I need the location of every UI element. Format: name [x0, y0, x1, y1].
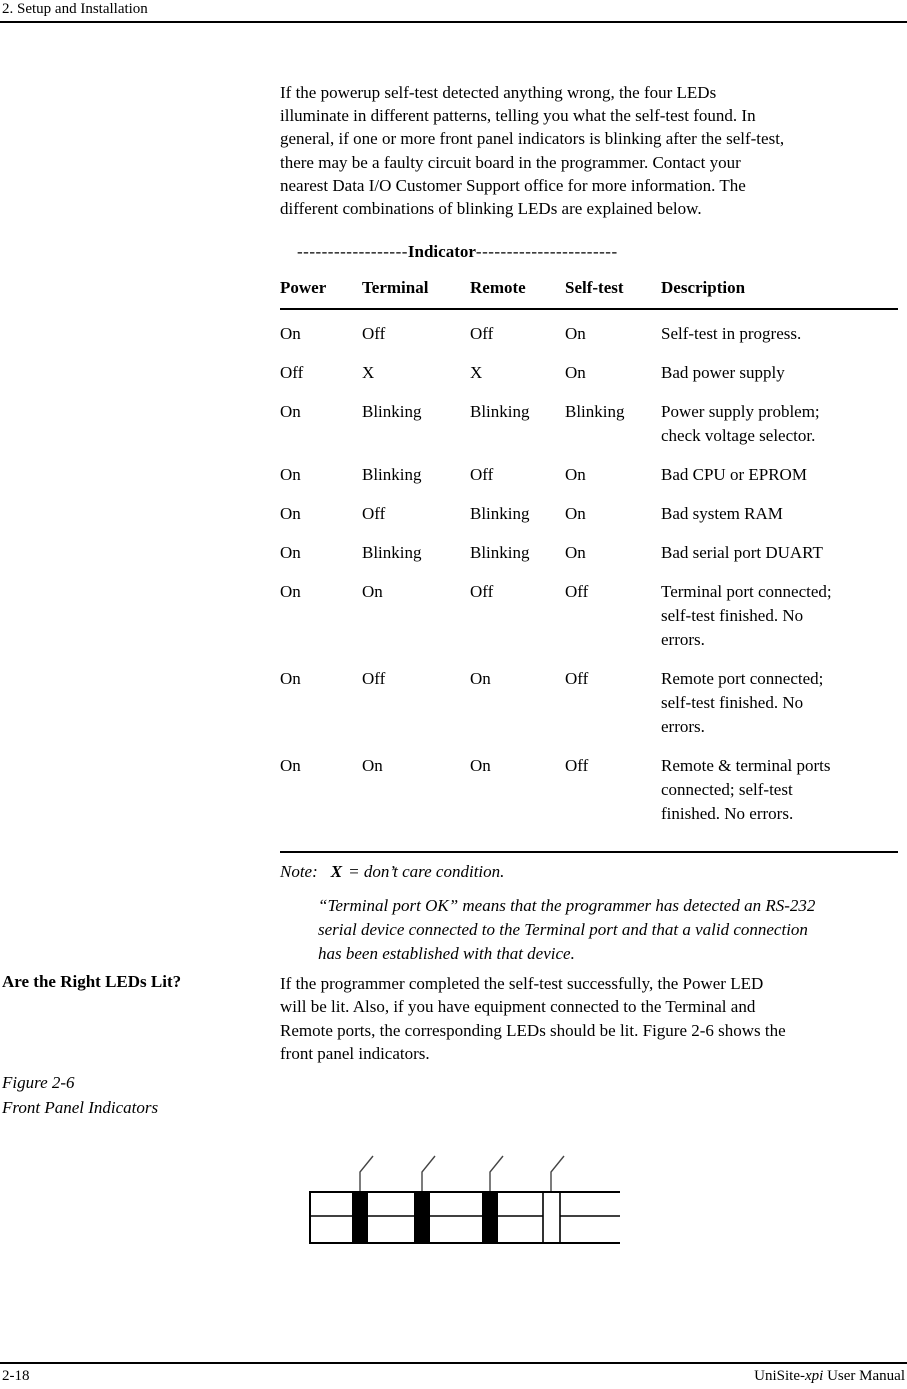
- cell-terminal: Blinking: [362, 402, 422, 421]
- note-paragraph: [318, 894, 898, 966]
- description-line: Bad system RAM: [661, 504, 783, 523]
- cell-power: On: [280, 402, 301, 421]
- intro-paragraph: [280, 81, 907, 220]
- column-header-power: Power: [280, 278, 327, 297]
- cell-power: On: [280, 669, 301, 688]
- cell-remote: Off: [470, 582, 494, 601]
- cell-self-test: On: [565, 363, 586, 382]
- text-line: general, if one or more front panel indicators is blinking after the self-test,: [280, 129, 785, 149]
- cell-self-test: Off: [565, 756, 589, 775]
- description-line: errors.: [661, 630, 705, 649]
- table-row: [280, 754, 898, 826]
- cell-terminal: Blinking: [362, 465, 422, 484]
- led-indicator-bar-1: [352, 1191, 368, 1244]
- text-line: If the programmer completed the self-test successfully, the Power LED: [280, 974, 764, 993]
- text-line: nearest Data I/O Customer Support office for more information. The: [280, 175, 746, 195]
- cell-terminal: On: [362, 582, 383, 601]
- table-row: [280, 667, 898, 739]
- cell-remote: Blinking: [470, 504, 530, 523]
- note-x-symbol: X: [330, 862, 343, 881]
- description-line: Remote & terminal ports: [661, 756, 831, 775]
- text-line: different combinations of blinking LEDs are explained below.: [280, 199, 702, 219]
- cell-self-test: Off: [565, 669, 589, 688]
- manual-title-italic: xpi: [805, 1368, 824, 1384]
- description-line: Terminal port connected;: [661, 582, 832, 601]
- table-row: [280, 580, 898, 652]
- cell-remote: Blinking: [470, 402, 530, 421]
- cell-power: On: [280, 756, 301, 775]
- footer-page-number: 2-18: [2, 1368, 30, 1384]
- led-indicator-bar-2: [414, 1191, 430, 1244]
- column-header-remote: Remote: [470, 278, 526, 297]
- footer-rule: [0, 1362, 907, 1364]
- cell-terminal: On: [362, 756, 383, 775]
- cell-remote: Off: [470, 324, 494, 343]
- table-row: [280, 541, 898, 565]
- callout-line-4: [551, 1156, 564, 1192]
- cell-terminal: Off: [362, 504, 386, 523]
- description-line: finished. No errors.: [661, 804, 794, 823]
- text-line: Figure 2-6: [2, 1073, 75, 1092]
- description-line: errors.: [661, 717, 705, 736]
- cell-terminal: Blinking: [362, 543, 422, 562]
- table-row: [280, 322, 898, 346]
- callout-line-1: [360, 1156, 373, 1192]
- note-condition-text: = don’t care condition.: [348, 862, 505, 881]
- note-line: [280, 860, 898, 884]
- cell-terminal: X: [362, 363, 375, 382]
- column-header-self-test: Self-test: [565, 278, 624, 297]
- cell-remote: On: [470, 669, 491, 688]
- page-header-title: 2. Setup and Installation: [2, 1, 148, 17]
- header-rule: [0, 21, 907, 23]
- cell-description: [661, 754, 898, 826]
- footer-manual-title: [754, 1368, 905, 1385]
- cell-power: On: [280, 324, 301, 343]
- note-label: Note:: [280, 862, 318, 881]
- cell-self-test: On: [565, 504, 586, 523]
- text-line: If the powerup self-test detected anything wrong, the four LEDs: [280, 83, 717, 102]
- cell-description: [661, 667, 898, 739]
- cell-power: On: [280, 543, 301, 562]
- cell-description: [661, 400, 898, 448]
- cell-remote: On: [470, 756, 491, 775]
- manual-title-suffix: User Manual: [823, 1368, 905, 1384]
- description-line: self-test finished. No: [661, 693, 804, 712]
- cell-power: On: [280, 465, 301, 484]
- description-line: connected; self-test: [661, 780, 793, 799]
- cell-description: [661, 322, 898, 346]
- front-panel-figure-svg: [303, 1146, 638, 1250]
- indicator-table: [280, 240, 898, 841]
- cell-remote: X: [470, 363, 483, 382]
- callout-line-2: [422, 1156, 435, 1192]
- figure-caption: [2, 1070, 158, 1120]
- cell-power: On: [280, 504, 301, 523]
- note-block: [280, 851, 898, 966]
- cell-description: [661, 502, 898, 526]
- indicator-dashes-right: -----------------------: [475, 242, 618, 261]
- cell-description: [661, 463, 898, 487]
- indicator-span-label: [297, 240, 898, 264]
- description-line: Bad power supply: [661, 363, 785, 382]
- cell-self-test: Blinking: [565, 402, 625, 421]
- indicator-label: Indicator: [407, 242, 476, 261]
- text-line: there may be a faulty circuit board in the programmer. Contact your: [280, 152, 741, 172]
- column-header-terminal: Terminal: [362, 278, 429, 297]
- led-indicator-bar-3: [482, 1191, 498, 1244]
- description-line: Bad CPU or EPROM: [661, 465, 807, 484]
- table-header-row: [280, 277, 898, 310]
- indicator-dashes-left: ------------------: [297, 242, 408, 261]
- front-panel-figure: [303, 1146, 638, 1250]
- cell-description: [661, 580, 898, 652]
- manual-title-prefix: UniSite-: [754, 1368, 806, 1384]
- cell-self-test: On: [565, 465, 586, 484]
- description-line: self-test finished. No: [661, 606, 804, 625]
- cell-remote: Blinking: [470, 543, 530, 562]
- cell-power: Off: [280, 363, 304, 382]
- cell-self-test: On: [565, 324, 586, 343]
- table-row: [280, 361, 898, 385]
- cell-description: [661, 361, 898, 385]
- cell-power: On: [280, 582, 301, 601]
- text-line: Remote ports, the corresponding LEDs should be lit. Figure 2-6 shows the: [280, 1020, 786, 1040]
- description-line: Remote port connected;: [661, 669, 824, 688]
- description-line: Bad serial port DUART: [661, 543, 823, 562]
- column-header-description: Description: [661, 278, 746, 297]
- text-line: “Terminal port OK” means that the programmer has detected an RS-232: [318, 896, 816, 915]
- cell-terminal: Off: [362, 669, 386, 688]
- text-line: will be lit. Also, if you have equipment connected to the Terminal and: [280, 997, 756, 1017]
- section-paragraph: [280, 972, 907, 1066]
- section-heading-are-the-right-leds-lit: Are the Right LEDs Lit?: [2, 972, 182, 991]
- cell-self-test: Off: [565, 582, 589, 601]
- cell-self-test: On: [565, 543, 586, 562]
- table-row: [280, 463, 898, 487]
- text-line: has been established with that device.: [318, 944, 575, 963]
- description-line: Power supply problem;: [661, 402, 820, 421]
- cell-description: [661, 541, 898, 565]
- text-line: illuminate in different patterns, telling you what the self-test found. In: [280, 106, 756, 126]
- cell-remote: Off: [470, 465, 494, 484]
- cell-terminal: Off: [362, 324, 386, 343]
- table-row: [280, 502, 898, 526]
- table-row: [280, 400, 898, 448]
- description-line: check voltage selector.: [661, 426, 816, 445]
- text-line: serial device connected to the Terminal port and that a valid connection: [318, 920, 808, 939]
- text-line: front panel indicators.: [280, 1044, 430, 1064]
- callout-line-3: [490, 1156, 503, 1192]
- indicator-table-body: [280, 322, 898, 826]
- description-line: Self-test in progress.: [661, 324, 802, 343]
- text-line: Front Panel Indicators: [2, 1098, 159, 1117]
